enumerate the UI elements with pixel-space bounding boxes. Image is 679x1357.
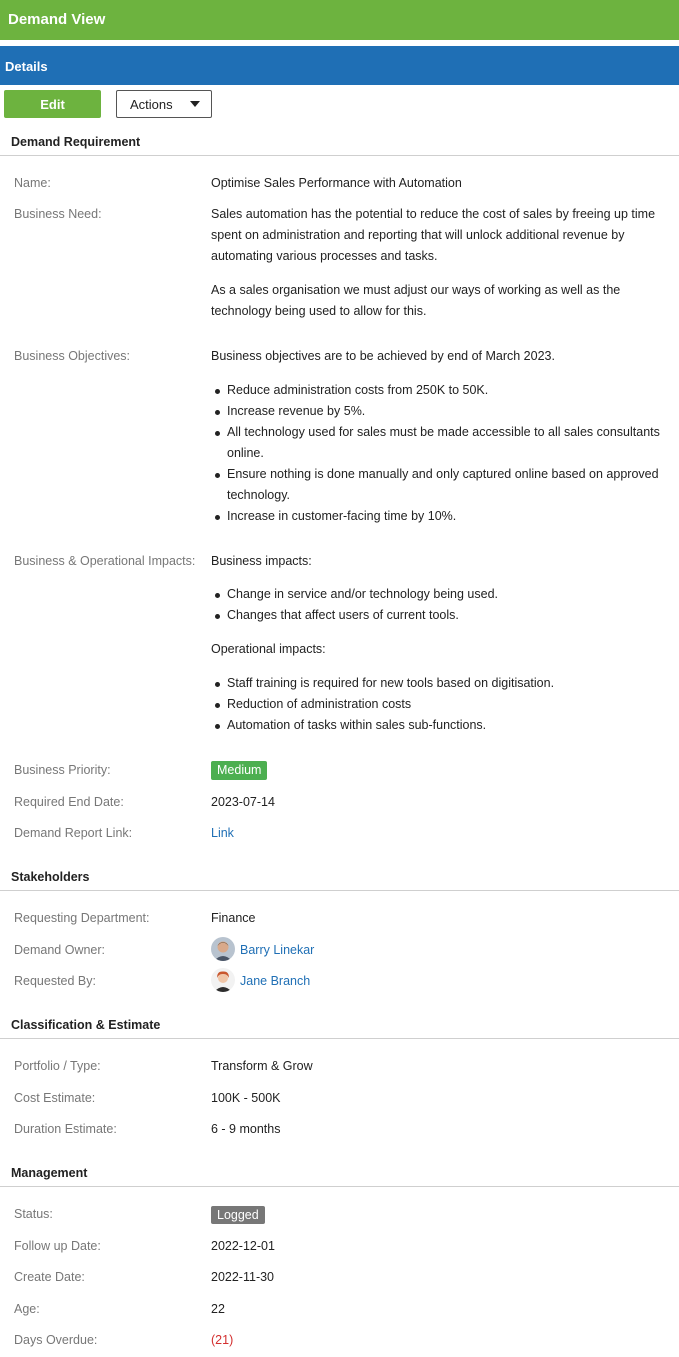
section-title: Stakeholders xyxy=(11,870,90,884)
cost-estimate-label: Cost Estimate: xyxy=(14,1091,96,1105)
follow-up-date-label: Follow up Date: xyxy=(14,1239,101,1253)
demand-owner-label: Demand Owner: xyxy=(14,943,106,957)
business-objectives-list xyxy=(211,380,679,527)
create-date-label: Create Date: xyxy=(14,1270,85,1284)
requested-by-label: Requested By: xyxy=(14,974,96,988)
list-item: Automation of tasks within sales sub-functions. xyxy=(211,715,679,736)
required-end-date-value: 2023-07-14 xyxy=(211,795,275,809)
status-badge: Logged xyxy=(211,1206,265,1224)
age-label: Age: xyxy=(14,1302,40,1316)
priority-badge: Medium xyxy=(211,761,267,780)
section-stakeholders xyxy=(0,867,679,891)
operational-impacts-title: Operational impacts: xyxy=(211,642,326,656)
actions-label: Actions xyxy=(130,96,173,112)
list-item: Reduction of administration costs xyxy=(211,694,679,715)
section-demand-requirement xyxy=(0,132,679,156)
name-label: Name: xyxy=(14,176,51,190)
business-need-paragraph-2: As a sales organisation we must adjust our ways of working as well as the technology being used to allow for this. xyxy=(211,283,621,318)
section-title: Management xyxy=(11,1166,88,1180)
requested-by-link[interactable]: Jane Branch xyxy=(240,974,311,988)
business-objectives-label: Business Objectives: xyxy=(14,349,131,363)
cost-estimate-value: 100K - 500K xyxy=(211,1091,281,1105)
name-value: Optimise Sales Performance with Automation xyxy=(211,176,462,190)
demand-owner-link[interactable]: Barry Linekar xyxy=(240,943,315,957)
impacts-label: Business & Operational Impacts: xyxy=(14,554,196,568)
portfolio-type-value: Transform & Grow xyxy=(211,1059,313,1073)
window-title: Demand View xyxy=(8,11,106,28)
list-item: Ensure nothing is done manually and only captured online based on approved technology. xyxy=(211,464,679,506)
duration-estimate-label: Duration Estimate: xyxy=(14,1122,117,1136)
edit-button[interactable]: Edit xyxy=(4,90,101,118)
days-overdue-label: Days Overdue: xyxy=(14,1333,98,1347)
required-end-date-label: Required End Date: xyxy=(14,795,124,809)
business-need-paragraph-1: Sales automation has the potential to reduce the cost of sales by freeing up time spent on administration and reporting that will unlock additional revenue by automating various processes and tasks. xyxy=(211,207,656,263)
requesting-department-label: Requesting Department: xyxy=(14,911,150,925)
duration-estimate-value: 6 - 9 months xyxy=(211,1122,281,1136)
status-label: Status: xyxy=(14,1207,53,1221)
details-panel-header xyxy=(0,46,679,85)
business-objectives-intro: Business objectives are to be achieved by end of March 2023. xyxy=(211,349,555,363)
business-priority-label: Business Priority: xyxy=(14,763,111,777)
days-overdue-value: (21) xyxy=(211,1333,234,1347)
window-title-bar xyxy=(0,0,679,40)
section-classification xyxy=(0,1015,679,1039)
demand-report-link-label: Demand Report Link: xyxy=(14,826,133,840)
follow-up-date-value: 2022-12-01 xyxy=(211,1239,275,1253)
list-item: Increase in customer-facing time by 10%. xyxy=(211,506,679,527)
age-value: 22 xyxy=(211,1302,225,1316)
avatar-barry-linekar xyxy=(211,937,235,961)
section-title: Classification & Estimate xyxy=(11,1018,161,1032)
list-item: Increase revenue by 5%. xyxy=(211,401,679,422)
section-title: Demand Requirement xyxy=(11,135,141,149)
portfolio-type-label: Portfolio / Type: xyxy=(14,1059,101,1073)
list-item: Change in service and/or technology being used. xyxy=(211,584,679,605)
details-title: Details xyxy=(5,59,48,74)
business-impacts-title: Business impacts: xyxy=(211,554,312,568)
actions-dropdown[interactable] xyxy=(116,90,212,118)
requesting-department-value: Finance xyxy=(211,911,256,925)
caret-down-icon xyxy=(190,101,200,107)
avatar-jane-branch xyxy=(211,968,235,992)
list-item: Staff training is required for new tools based on digitisation. xyxy=(211,673,679,694)
section-management xyxy=(0,1163,679,1187)
list-item: Changes that affect users of current tools. xyxy=(211,605,679,626)
list-item: All technology used for sales must be made accessible to all sales consultants online. xyxy=(211,422,679,464)
business-need-label: Business Need: xyxy=(14,207,102,221)
business-impacts-list xyxy=(211,584,679,626)
list-item: Reduce administration costs from 250K to 50K. xyxy=(211,380,679,401)
demand-report-link[interactable]: Link xyxy=(211,826,234,840)
create-date-value: 2022-11-30 xyxy=(211,1270,275,1284)
operational-impacts-list xyxy=(211,673,679,736)
